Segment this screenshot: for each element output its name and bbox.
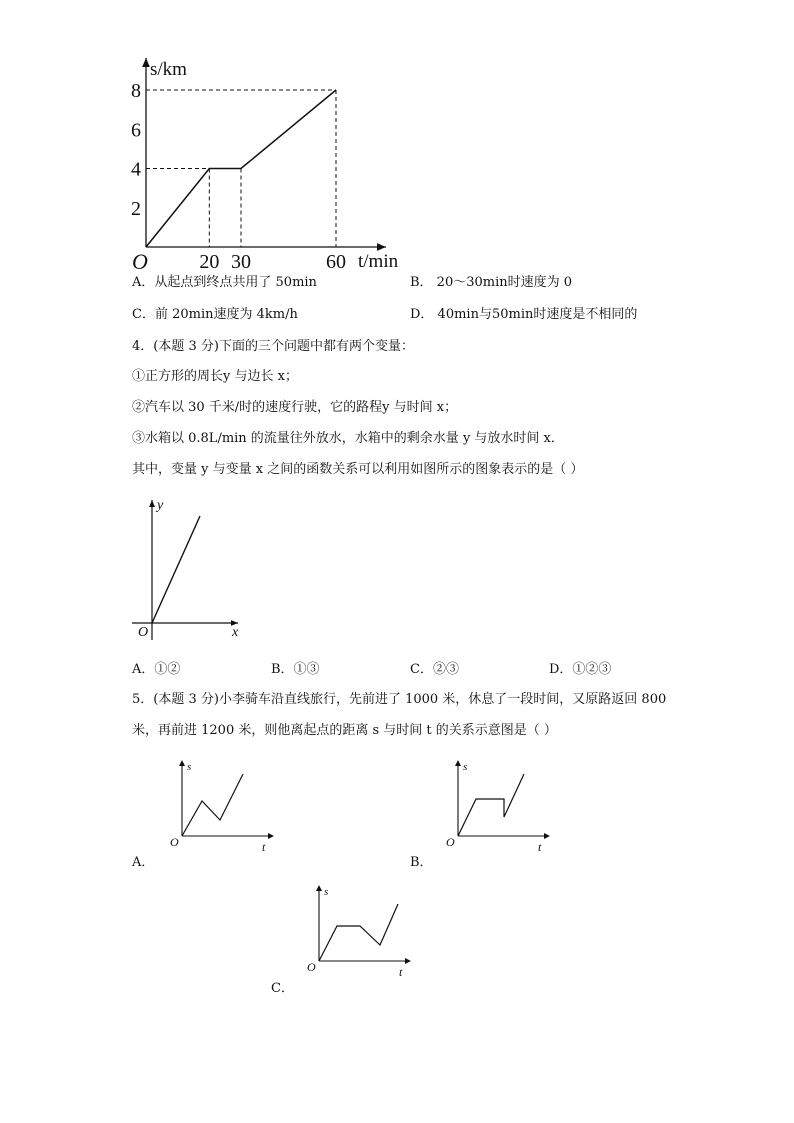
q3-option-a: A．从起点到终点共用了 50min	[132, 275, 317, 290]
s-t-line	[319, 904, 398, 961]
q5-graph-c	[305, 883, 420, 983]
origin-label: O	[446, 835, 455, 849]
q4-stem: 4．(本题 3 分)下面的三个问题中都有两个变量：	[132, 339, 414, 354]
q3-option-d: D． 40min与50min时速度是不相同的	[410, 307, 638, 322]
s-label: s	[187, 761, 192, 773]
x-tick-label: 20	[199, 251, 220, 273]
s-label: s	[463, 761, 468, 773]
q5-stem-line-2: 米，再前进 1200 米，则他离起点的距离 s 与时间 t 的关系示意图是（ ）	[132, 723, 557, 738]
q4-x-label: x	[232, 625, 239, 640]
t-label: t	[399, 965, 403, 979]
s-t-line	[182, 774, 243, 836]
q5-stem-line-1: 5．(本题 3 分)小李骑车沿直线旅行，先前进了 1000 米，休息了一段时间，又原路返回 800	[132, 692, 667, 707]
q4-line	[152, 516, 200, 623]
q4-option-c: C．②③	[410, 662, 459, 677]
s-t-line	[458, 774, 524, 836]
q4-item-2: ②汽车以 30 千米/时的速度行驶，它的路程y 与时间 x；	[132, 400, 458, 415]
q5-option-a: A．	[132, 855, 155, 870]
q4-item-3: ③水箱以 0.8L/min 的流量往外放水，水箱中的剩余水量 y 与放水时间 x．	[132, 431, 564, 446]
x-tick-label: 60	[326, 251, 346, 273]
y-tick-label: 8	[131, 80, 141, 102]
q5-option-b: B．	[410, 855, 433, 870]
q5-graph-a	[168, 758, 283, 858]
origin-label: O	[170, 835, 179, 849]
origin-label: O	[132, 249, 148, 274]
q3-option-b: B． 20～30min时速度为 0	[410, 275, 573, 290]
distance-time-graph	[118, 55, 418, 275]
s-label: s	[324, 886, 329, 898]
origin-label: O	[307, 960, 316, 974]
q4-item-1: ①正方形的周长y 与边长 x；	[132, 369, 298, 384]
q4-question: 其中，变量 y 与变量 x 之间的函数关系可以利用如图所示的图象表示的是（ ）	[132, 462, 584, 477]
y-tick-label: 2	[131, 197, 141, 220]
y-tick-label: 6	[131, 119, 141, 142]
x-tick-label: 30	[231, 251, 251, 273]
q5-option-c: C．	[271, 981, 294, 996]
t-label: t	[538, 840, 542, 854]
q4-option-a: A．①②	[132, 662, 181, 677]
q4-y-label: y	[157, 498, 164, 513]
q4-option-b: B．①③	[271, 662, 320, 677]
q4-origin: O	[138, 625, 149, 640]
q4-graph	[128, 494, 258, 644]
t-label: t	[262, 840, 266, 854]
x-axis-label: t/min	[358, 251, 399, 272]
y-tick-label: 4	[131, 158, 141, 181]
q5-graph-b	[444, 758, 559, 858]
q4-option-d: D．①②③	[549, 662, 612, 677]
q3-option-c: C．前 20min速度为 4km/h	[132, 307, 298, 322]
y-axis-label: s/km	[150, 59, 187, 80]
